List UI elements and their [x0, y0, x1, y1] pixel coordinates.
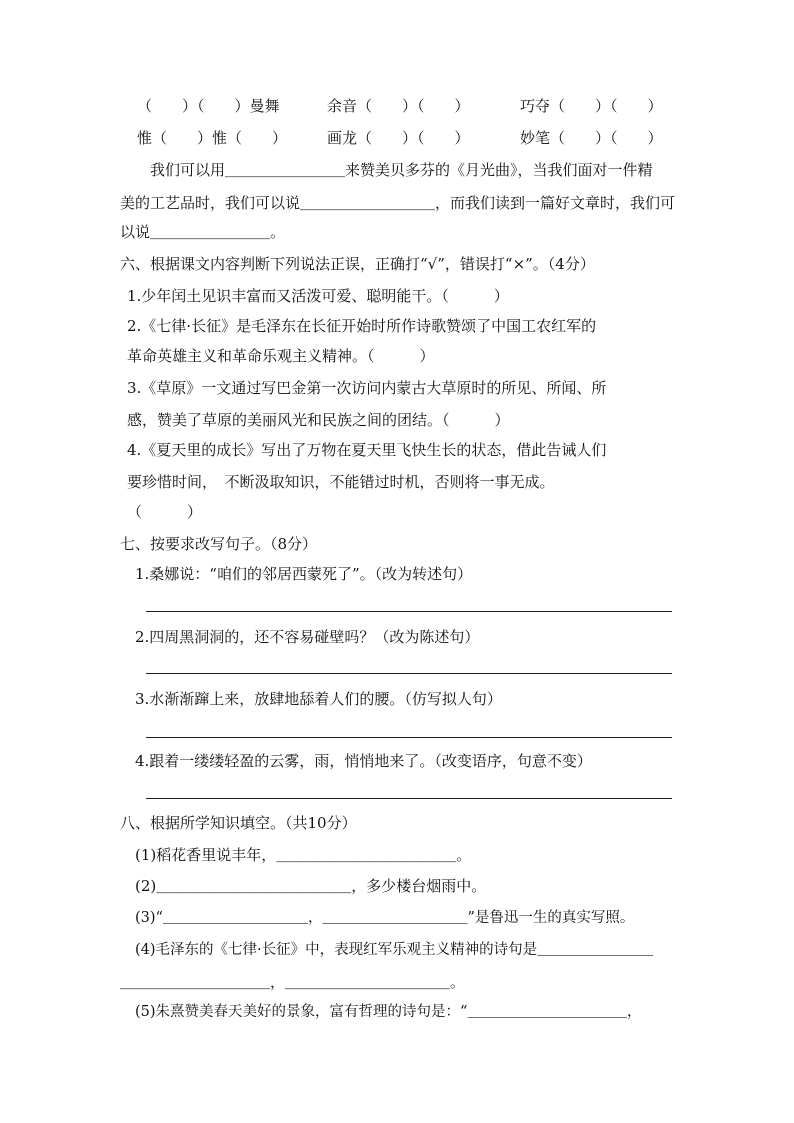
section-7-q3: 3.水渐渐蹿上来，放肆地舔着人们的腰。（仿写拟人句） — [135, 690, 502, 708]
section-7-title: 七、按要求改写句子。（8分） — [120, 535, 318, 553]
idiom-row-1-item-1: （ ）（ ）曼舞 — [137, 97, 280, 115]
section-6-title: 六、根据课文内容判断下列说法正误，正确打“√”，错误打“×”。（4分） — [120, 255, 595, 273]
section-6-q2-line-2: 革命英雄主义和革命乐观主义精神。（ ） — [127, 347, 435, 365]
paragraph-line-1: 我们可以用＿＿＿＿＿＿＿＿来赞美贝多芬的《月光曲》，当我们面对一件精 — [150, 161, 653, 179]
section-6-q4-line-1: 4.《夏天里的成长》写出了万物在夏天里飞快生长的状态，借此告诫人们 — [127, 441, 607, 459]
paragraph-line-2: 美的工艺品时，我们可以说＿＿＿＿＿＿＿＿＿，而我们读到一篇好文章时，我们可 — [120, 194, 676, 212]
section-7-q2: 2.四周黑洞洞的，还不容易碰壁吗？（改为陈述句） — [135, 628, 480, 646]
idiom-row-2-item-3: 妙笔（ ）（ ） — [520, 129, 663, 147]
section-8-q5: (5)朱熹赞美春天美好的景象，富有哲理的诗句是：“＿＿＿＿＿＿＿＿＿＿＿， — [135, 1004, 642, 1020]
section-7-q4-answer-line[interactable] — [146, 798, 672, 799]
idiom-row-2-item-1: 惟（ ）惟（ ） — [137, 129, 288, 147]
section-6-q2-line-1: 2.《七律·长征》是毛泽东在长征开始时所作诗歌赞颂了中国工农红军的 — [127, 317, 597, 335]
section-7-q1-answer-line[interactable] — [146, 611, 672, 612]
section-6-q4-line-2: 要珍惜时间， 不断汲取知识，不能错过时机，否则将一事无成。 — [127, 473, 555, 491]
section-7-q4: 4.跟着一缕缕轻盈的云雾，雨，悄悄地来了。（改变语序，句意不变） — [135, 752, 592, 770]
section-8-q4-line-1: (4)毛泽东的《七律·长征》中，表现红军乐观主义精神的诗句是＿＿＿＿＿＿＿＿ — [135, 942, 654, 958]
section-7-q3-answer-line[interactable] — [146, 737, 672, 738]
idiom-row-1-item-2: 余音（ ）（ ） — [327, 97, 470, 115]
section-8-q1: (1)稻花香里说丰年，＿＿＿＿＿＿＿＿＿＿＿＿。 — [135, 846, 472, 864]
idiom-row-1-item-3: 巧夺（ ）（ ） — [520, 97, 663, 115]
section-8-title: 八、根据所学知识填空。（共10分） — [120, 814, 357, 832]
section-6-q4-answer: （ ） — [127, 503, 203, 521]
paragraph-line-3: 以说＿＿＿＿＿＿＿＿。 — [120, 223, 286, 241]
section-6-q3-line-1: 3.《草原》一文通过写巴金第一次访问内蒙古大草原时的所见、所闻、所 — [127, 379, 607, 397]
section-8-q4-line-2: ＿＿＿＿＿＿＿＿＿＿，＿＿＿＿＿＿＿＿＿＿＿。 — [120, 973, 466, 991]
section-7-q1: 1.桑娜说：“咱们的邻居西蒙死了”。（改为转述句） — [135, 565, 473, 583]
section-8-q2: (2)＿＿＿＿＿＿＿＿＿＿＿＿＿，多少楼台烟雨中。 — [135, 877, 487, 895]
section-8-q3: (3)“＿＿＿＿＿＿＿＿＿＿，＿＿＿＿＿＿＿＿＿＿”是鲁迅一生的真实写照。 — [135, 910, 635, 926]
section-6-q1: 1.少年闰土见识丰富而又活泼可爱、聪明能干。（ ） — [127, 287, 509, 305]
section-6-q3-line-2: 感，赞美了草原的美丽风光和民族之间的团结。（ ） — [127, 411, 510, 429]
idiom-row-2-item-2: 画龙（ ）（ ） — [327, 129, 470, 147]
section-7-q2-answer-line[interactable] — [146, 673, 672, 674]
